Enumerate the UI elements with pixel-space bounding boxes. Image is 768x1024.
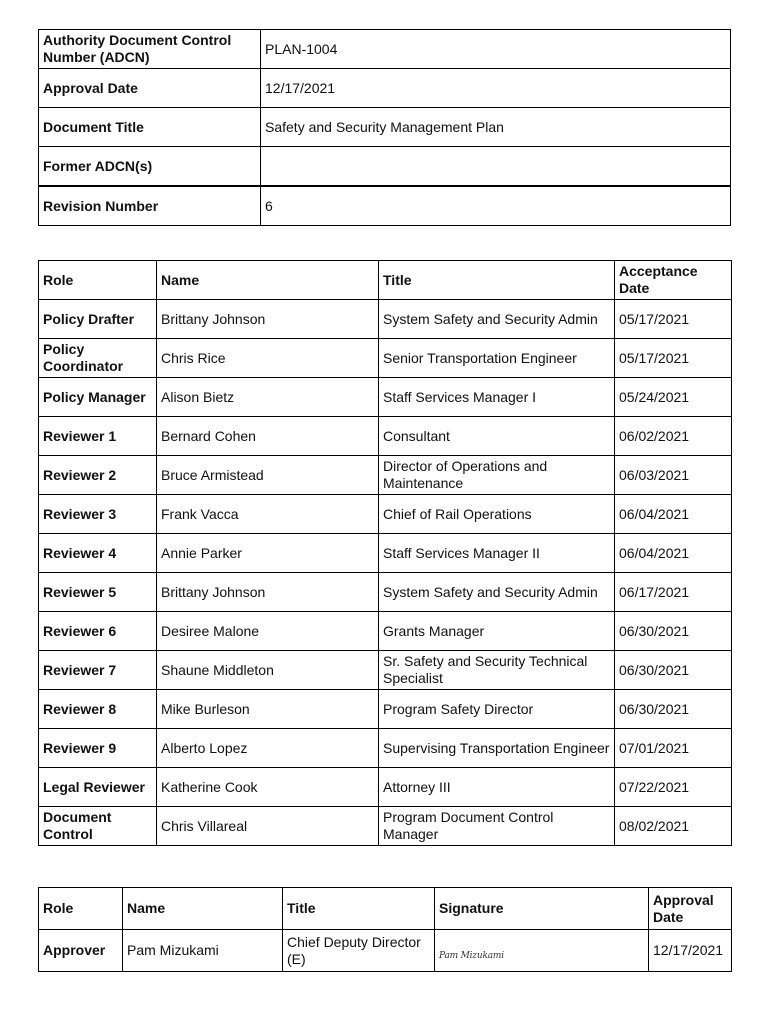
handwritten-signature: Pam Mizukami: [439, 951, 504, 961]
reviewer-role: Reviewer 3: [39, 495, 157, 534]
acceptance-date: 06/17/2021: [615, 573, 732, 612]
field-label: Approval Date: [39, 69, 261, 108]
signature-cell: [435, 930, 649, 972]
acceptance-date: 06/30/2021: [615, 690, 732, 729]
field-label: Former ADCN(s): [39, 147, 261, 187]
table-row: [39, 690, 732, 729]
acceptance-date: 06/02/2021: [615, 417, 732, 456]
review-table: [38, 260, 732, 846]
reviewer-title: Attorney III: [379, 768, 615, 807]
acceptance-date: 06/30/2021: [615, 651, 732, 690]
reviewer-role: Reviewer 6: [39, 612, 157, 651]
reviewer-name: Bernard Cohen: [157, 417, 379, 456]
table-row: [39, 30, 731, 69]
acceptance-date: 05/17/2021: [615, 300, 732, 339]
table-row: [39, 807, 732, 846]
field-value: [261, 147, 731, 187]
table-row: [39, 417, 732, 456]
reviewer-name: Annie Parker: [157, 534, 379, 573]
reviewer-title: Senior Transportation Engineer: [379, 339, 615, 378]
acceptance-date: 08/02/2021: [615, 807, 732, 846]
field-value: PLAN-1004: [261, 30, 731, 69]
field-label: Revision Number: [39, 186, 261, 226]
field-label: Authority Document Control Number (ADCN): [39, 30, 261, 69]
reviewer-name: Mike Burleson: [157, 690, 379, 729]
approval-table: [38, 887, 732, 972]
approver-title: Chief Deputy Director (E): [283, 930, 435, 972]
reviewer-name: Katherine Cook: [157, 768, 379, 807]
reviewer-role: Reviewer 2: [39, 456, 157, 495]
reviewer-title: Consultant: [379, 417, 615, 456]
table-row: [39, 339, 732, 378]
field-value: Safety and Security Management Plan: [261, 108, 731, 147]
table-row: [39, 147, 731, 187]
reviewer-title: Chief of Rail Operations: [379, 495, 615, 534]
reviewer-role: Legal Reviewer: [39, 768, 157, 807]
table-row: [39, 69, 731, 108]
reviewer-name: Brittany Johnson: [157, 300, 379, 339]
table-row: [39, 378, 732, 417]
reviewer-title: Director of Operations and Maintenance: [379, 456, 615, 495]
reviewer-title: Supervising Transportation Engineer: [379, 729, 615, 768]
reviewer-role: Reviewer 4: [39, 534, 157, 573]
table-row: [39, 651, 732, 690]
acceptance-date: 05/24/2021: [615, 378, 732, 417]
reviewer-role: Policy Manager: [39, 378, 157, 417]
document-control-table: [38, 29, 731, 226]
reviewer-name: Alison Bietz: [157, 378, 379, 417]
table-row: [39, 108, 731, 147]
reviewer-name: Bruce Armistead: [157, 456, 379, 495]
field-value: 12/17/2021: [261, 69, 731, 108]
reviewer-role: Reviewer 8: [39, 690, 157, 729]
table-row: [39, 930, 732, 972]
reviewer-title: Sr. Safety and Security Technical Specialist: [379, 651, 615, 690]
table-header-row: [39, 261, 732, 300]
table-row: [39, 495, 732, 534]
reviewer-title: Staff Services Manager I: [379, 378, 615, 417]
reviewer-role: Reviewer 7: [39, 651, 157, 690]
table-row: [39, 729, 732, 768]
column-header-acceptance-date: Acceptance Date: [615, 261, 732, 300]
approver-name: Pam Mizukami: [123, 930, 283, 972]
reviewer-title: System Safety and Security Admin: [379, 300, 615, 339]
reviewer-title: Grants Manager: [379, 612, 615, 651]
acceptance-date: 07/22/2021: [615, 768, 732, 807]
column-header-role: Role: [39, 888, 123, 930]
approver-role: Approver: [39, 930, 123, 972]
reviewer-name: Shaune Middleton: [157, 651, 379, 690]
reviewer-role: Policy Coordinator: [39, 339, 157, 378]
reviewer-role: Reviewer 1: [39, 417, 157, 456]
table-row: [39, 534, 732, 573]
acceptance-date: 07/01/2021: [615, 729, 732, 768]
field-label: Document Title: [39, 108, 261, 147]
reviewer-title: Staff Services Manager II: [379, 534, 615, 573]
acceptance-date: 05/17/2021: [615, 339, 732, 378]
table-row: [39, 456, 732, 495]
reviewer-name: Brittany Johnson: [157, 573, 379, 612]
column-header-name: Name: [157, 261, 379, 300]
reviewer-role: Policy Drafter: [39, 300, 157, 339]
table-row: [39, 300, 732, 339]
column-header-title: Title: [379, 261, 615, 300]
column-header-name: Name: [123, 888, 283, 930]
approval-date: 12/17/2021: [649, 930, 732, 972]
reviewer-role: Reviewer 5: [39, 573, 157, 612]
field-value: 6: [261, 186, 731, 226]
table-row: [39, 612, 732, 651]
acceptance-date: 06/04/2021: [615, 534, 732, 573]
reviewer-name: Alberto Lopez: [157, 729, 379, 768]
reviewer-name: Chris Villareal: [157, 807, 379, 846]
table-row: [39, 768, 732, 807]
column-header-approval-date: Approval Date: [649, 888, 732, 930]
reviewer-name: Desiree Malone: [157, 612, 379, 651]
acceptance-date: 06/30/2021: [615, 612, 732, 651]
column-header-signature: Signature: [435, 888, 649, 930]
reviewer-name: Frank Vacca: [157, 495, 379, 534]
acceptance-date: 06/04/2021: [615, 495, 732, 534]
reviewer-title: System Safety and Security Admin: [379, 573, 615, 612]
acceptance-date: 06/03/2021: [615, 456, 732, 495]
reviewer-role: Reviewer 9: [39, 729, 157, 768]
reviewer-title: Program Safety Director: [379, 690, 615, 729]
table-header-row: [39, 888, 732, 930]
column-header-role: Role: [39, 261, 157, 300]
column-header-title: Title: [283, 888, 435, 930]
reviewer-title: Program Document Control Manager: [379, 807, 615, 846]
reviewer-role: Document Control: [39, 807, 157, 846]
reviewer-name: Chris Rice: [157, 339, 379, 378]
table-row: [39, 186, 731, 226]
table-row: [39, 573, 732, 612]
